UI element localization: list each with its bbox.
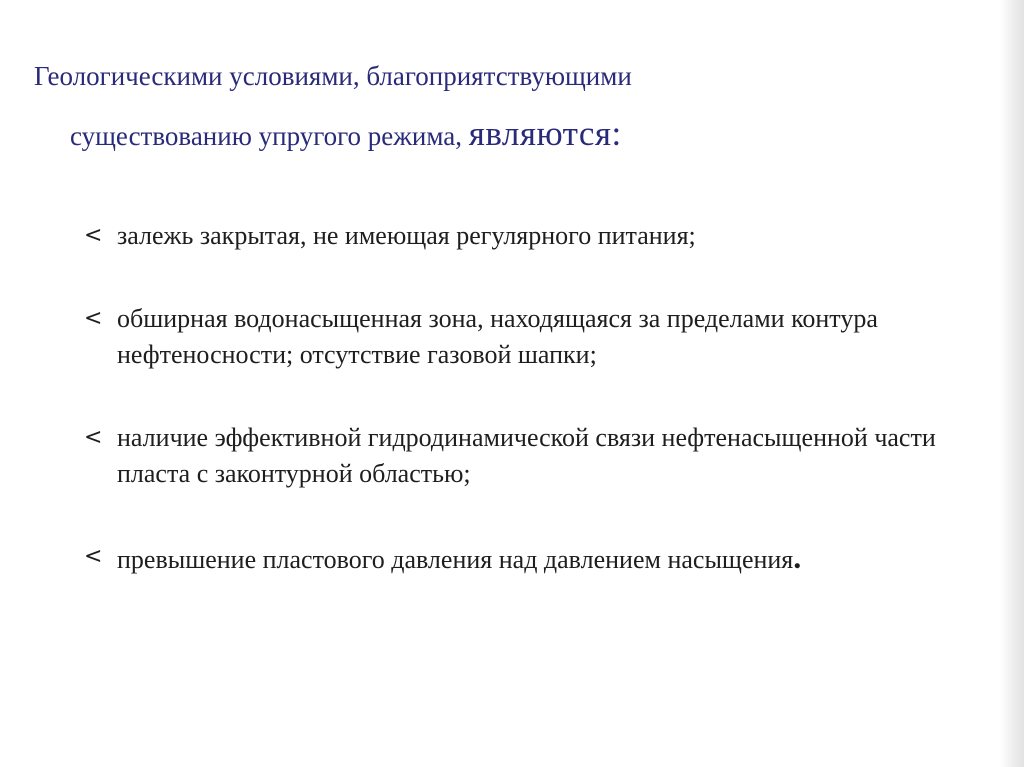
title-line-2 bbox=[34, 116, 934, 154]
bullet-text: залежь закрытая, не имеющая регулярного питания; bbox=[117, 221, 696, 250]
bullet-item bbox=[84, 420, 964, 492]
bullet-text: превышение пластового давления над давлением насыщения bbox=[117, 545, 794, 574]
bullet-text-wrap bbox=[117, 539, 964, 578]
bullet-item bbox=[84, 218, 964, 254]
bullet-end-period: . bbox=[793, 539, 802, 575]
title-emphasis: являются: bbox=[468, 114, 622, 153]
bullet-text: наличие эффективной гидродинамической связи нефтенасыщенной части пласта с законтурной областью; bbox=[117, 423, 936, 488]
bullet-marker-icon: < bbox=[84, 425, 103, 450]
slide-edge-shadow bbox=[1000, 0, 1024, 767]
slide-title bbox=[34, 58, 934, 154]
title-line-1: Геологическими условиями, благоприятствующими bbox=[34, 61, 632, 91]
bullet-marker-icon: < bbox=[84, 306, 103, 331]
bullet-text: обширная водонасыщенная зона, находящаяся за пределами контура нефтеносности; отсутствие газовой шапки; bbox=[117, 304, 878, 369]
bullet-item bbox=[84, 539, 964, 578]
title-line-2-text: существованию упругого режима, bbox=[70, 121, 462, 151]
bullet-marker-icon: < bbox=[84, 223, 103, 248]
bullet-marker-icon: < bbox=[84, 544, 103, 569]
bullet-item bbox=[84, 301, 964, 373]
bullet-list bbox=[84, 218, 964, 578]
